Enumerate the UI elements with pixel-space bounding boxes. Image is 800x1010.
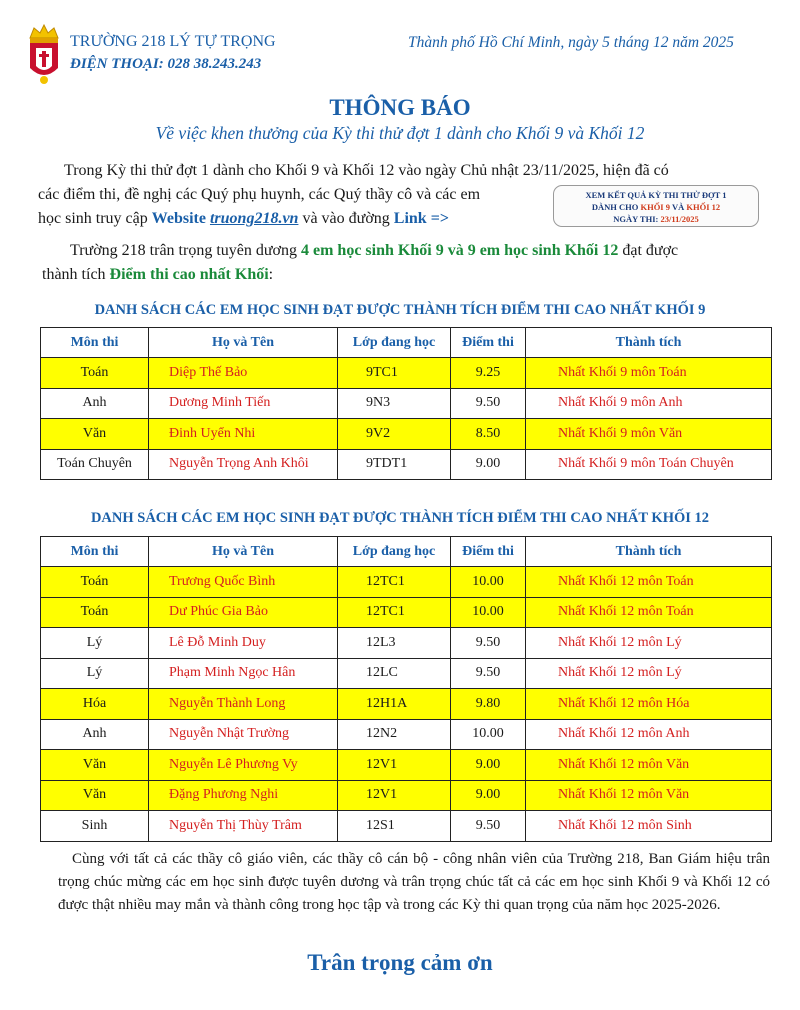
table-row xyxy=(41,780,772,811)
achievement-cell: Nhất Khối 12 môn Toán xyxy=(526,567,772,598)
table-row xyxy=(41,658,772,689)
praise-text-a: Trường 218 trân trọng tuyên dương xyxy=(70,242,301,259)
website-link[interactable]: truong218.vn xyxy=(209,210,299,227)
score-cell: 10.00 xyxy=(451,567,526,598)
class-cell: 12V1 xyxy=(338,780,451,811)
subject-cell: Lý xyxy=(41,658,149,689)
column-header: Lớp đang học xyxy=(338,328,451,358)
subject-cell: Văn xyxy=(41,419,149,450)
table-row xyxy=(41,358,772,389)
subject-cell: Toán xyxy=(41,567,149,598)
thanks-line: Trân trọng cảm ơn xyxy=(307,950,493,975)
subject-cell: Toán Chuyên xyxy=(41,449,149,480)
grade12-table-body xyxy=(41,567,772,842)
achievement-cell: Nhất Khối 12 môn Hóa xyxy=(526,689,772,720)
subject-cell: Anh xyxy=(41,719,149,750)
subject-cell: Văn xyxy=(41,780,149,811)
grade9-table-body xyxy=(41,358,772,480)
grade9-table xyxy=(40,327,772,480)
praise-line-1 xyxy=(42,239,678,263)
score-cell: 9.50 xyxy=(451,388,526,419)
column-header: Môn thi xyxy=(41,537,149,567)
achievement-cell: Nhất Khối 9 môn Anh xyxy=(526,388,772,419)
school-phone: ĐIỆN THOẠI: 028 38.243.243 xyxy=(70,56,262,72)
table-row xyxy=(41,750,772,781)
score-cell: 10.00 xyxy=(451,597,526,628)
grade12-table xyxy=(40,536,772,842)
class-cell: 12TC1 xyxy=(338,567,451,598)
score-cell: 9.50 xyxy=(451,811,526,842)
subject-cell: Hóa xyxy=(41,689,149,720)
grade9-table-title: DANH SÁCH CÁC EM HỌC SINH ĐẠT ĐƯỢC THÀNH TÍCH ĐIỂM THI CAO NHẤT KHỐI 9 xyxy=(94,302,706,318)
score-cell: 8.50 xyxy=(451,419,526,450)
grade12-table-title: DANH SÁCH CÁC EM HỌC SINH ĐẠT ĐƯỢC THÀNH TÍCH ĐIỂM THI CAO NHẤT KHỐI 12 xyxy=(90,510,710,526)
subject-cell: Toán xyxy=(41,597,149,628)
student-name-cell: Lê Đỗ Minh Duy xyxy=(149,628,338,659)
intro-line-3-start: học sinh truy cập xyxy=(38,210,152,227)
student-name-cell: Diệp Thế Bảo xyxy=(149,358,338,389)
place-date: Thành phố Hồ Chí Minh, ngày 5 tháng 12 năm 2025 xyxy=(408,34,734,51)
student-name-cell: Dương Minh Tiến xyxy=(149,388,338,419)
document-subtitle: Về việc khen thưởng của Kỳ thi thử đợt 1 dành cho Khối 9 và Khối 12 xyxy=(155,123,645,143)
score-cell: 9.80 xyxy=(451,689,526,720)
table-row xyxy=(41,811,772,842)
student-name-cell: Đặng Phương Nghi xyxy=(149,780,338,811)
class-cell: 9TDT1 xyxy=(338,449,451,480)
closing-paragraph xyxy=(58,848,770,917)
class-cell: 12TC1 xyxy=(338,597,451,628)
table-row xyxy=(41,419,772,450)
achievement-cell: Nhất Khối 12 môn Văn xyxy=(526,780,772,811)
student-name-cell: Nguyễn Lê Phương Vy xyxy=(149,750,338,781)
view-results-date: 23/11/2025 xyxy=(660,214,699,224)
class-cell: 12S1 xyxy=(338,811,451,842)
view-results-grade12: KHỐI 12 xyxy=(686,202,721,212)
score-cell: 10.00 xyxy=(451,719,526,750)
achievement-cell: Nhất Khối 12 môn Sinh xyxy=(526,811,772,842)
view-results-text: DÀNH CHO xyxy=(591,202,641,212)
achievement-cell: Nhất Khối 12 môn Lý xyxy=(526,628,772,659)
view-results-line-3 xyxy=(554,213,758,225)
link-label: Link => xyxy=(393,210,449,227)
class-cell: 9N3 xyxy=(338,388,451,419)
subject-cell: Sinh xyxy=(41,811,149,842)
class-cell: 12N2 xyxy=(338,719,451,750)
score-cell: 9.50 xyxy=(451,628,526,659)
praise-paragraph xyxy=(42,239,678,287)
subject-cell: Toán xyxy=(41,358,149,389)
school-logo xyxy=(24,24,64,86)
view-results-line-1: XEM KẾT QUẢ KỲ THI THỬ ĐỢT 1 xyxy=(585,190,727,200)
achievement-cell: Nhất Khối 12 môn Văn xyxy=(526,750,772,781)
view-results-button[interactable] xyxy=(553,185,759,227)
column-header: Họ và Tên xyxy=(149,328,338,358)
table-row xyxy=(41,597,772,628)
class-cell: 12V1 xyxy=(338,750,451,781)
table-header-row xyxy=(41,328,772,358)
intro-line-3-mid: và vào đường xyxy=(298,210,394,227)
view-results-date-label: NGÀY THI: xyxy=(613,214,661,224)
praise-text-f: : xyxy=(268,266,274,283)
class-cell: 9V2 xyxy=(338,419,451,450)
closing-text: Cùng với tất cả các thầy cô giáo viên, các thầy cô cán bộ - công nhân viên của Trường 218, Ban Giám hiệu trân trọng chúc mừng các em học sinh được tuyên dương và trân trọng chúc tất cả các em học sinh Khối 9 và Khối 12 có được thật nhiều may mắn và thành công trong học tập và trong các Kỳ thi quan trọng của năm học 2025-2026. xyxy=(58,851,770,913)
achievement-cell: Nhất Khối 12 môn Anh xyxy=(526,719,772,750)
class-cell: 12H1A xyxy=(338,689,451,720)
subject-cell: Lý xyxy=(41,628,149,659)
column-header: Thành tích xyxy=(526,537,772,567)
column-header: Môn thi xyxy=(41,328,149,358)
column-header: Lớp đang học xyxy=(338,537,451,567)
table-row xyxy=(41,689,772,720)
table-row xyxy=(41,719,772,750)
score-cell: 9.25 xyxy=(451,358,526,389)
student-name-cell: Nguyễn Trọng Anh Khôi xyxy=(149,449,338,480)
school-name: TRƯỜNG 218 LÝ TỰ TRỌNG xyxy=(70,33,276,50)
achievement-cell: Nhất Khối 12 môn Toán xyxy=(526,597,772,628)
achievement-cell: Nhất Khối 12 môn Lý xyxy=(526,658,772,689)
praise-text-c: đạt được xyxy=(618,242,679,259)
achievement-cell: Nhất Khối 9 môn Toán xyxy=(526,358,772,389)
table-header-row xyxy=(41,537,772,567)
table-row xyxy=(41,567,772,598)
table-row xyxy=(41,628,772,659)
class-cell: 12LC xyxy=(338,658,451,689)
student-name-cell: Trương Quốc Bình xyxy=(149,567,338,598)
view-results-and: VÀ xyxy=(670,202,687,212)
view-results-line-2 xyxy=(554,201,758,213)
praise-line-2 xyxy=(42,263,678,287)
achievement-cell: Nhất Khối 9 môn Văn xyxy=(526,419,772,450)
student-name-cell: Dư Phúc Gia Bảo xyxy=(149,597,338,628)
column-header: Điểm thi xyxy=(451,328,526,358)
score-cell: 9.00 xyxy=(451,750,526,781)
class-cell: 12L3 xyxy=(338,628,451,659)
praise-highlight-count: 4 em học sinh Khối 9 và 9 em học sinh Khối 12 xyxy=(301,242,619,259)
intro-line-1: Trong Kỳ thi thử đợt 1 dành cho Khối 9 và Khối 12 vào ngày Chủ nhật 23/11/2025, hiện đã có xyxy=(64,162,669,179)
column-header: Thành tích xyxy=(526,328,772,358)
score-cell: 9.00 xyxy=(451,449,526,480)
document-title: THÔNG BÁO xyxy=(329,95,471,120)
student-name-cell: Nguyễn Thị Thùy Trâm xyxy=(149,811,338,842)
intro-line-2: các điểm thi, đề nghị các Quý phụ huynh, các Quý thầy cô và các em xyxy=(38,186,481,203)
class-cell: 9TC1 xyxy=(338,358,451,389)
table-row xyxy=(41,449,772,480)
student-name-cell: Nguyễn Thành Long xyxy=(149,689,338,720)
student-name-cell: Phạm Minh Ngọc Hân xyxy=(149,658,338,689)
student-name-cell: Đinh Uyển Nhi xyxy=(149,419,338,450)
student-name-cell: Nguyễn Nhật Trường xyxy=(149,719,338,750)
column-header: Điểm thi xyxy=(451,537,526,567)
score-cell: 9.50 xyxy=(451,658,526,689)
subject-cell: Văn xyxy=(41,750,149,781)
table-row xyxy=(41,388,772,419)
column-header: Họ và Tên xyxy=(149,537,338,567)
view-results-grade9: KHỐI 9 xyxy=(640,202,670,212)
score-cell: 9.00 xyxy=(451,780,526,811)
praise-text-d: thành tích xyxy=(42,266,110,283)
praise-highlight-achievement: Điểm thi cao nhất Khối xyxy=(109,266,269,283)
website-label: Website xyxy=(151,210,206,227)
achievement-cell: Nhất Khối 9 môn Toán Chuyên xyxy=(526,449,772,480)
subject-cell: Anh xyxy=(41,388,149,419)
